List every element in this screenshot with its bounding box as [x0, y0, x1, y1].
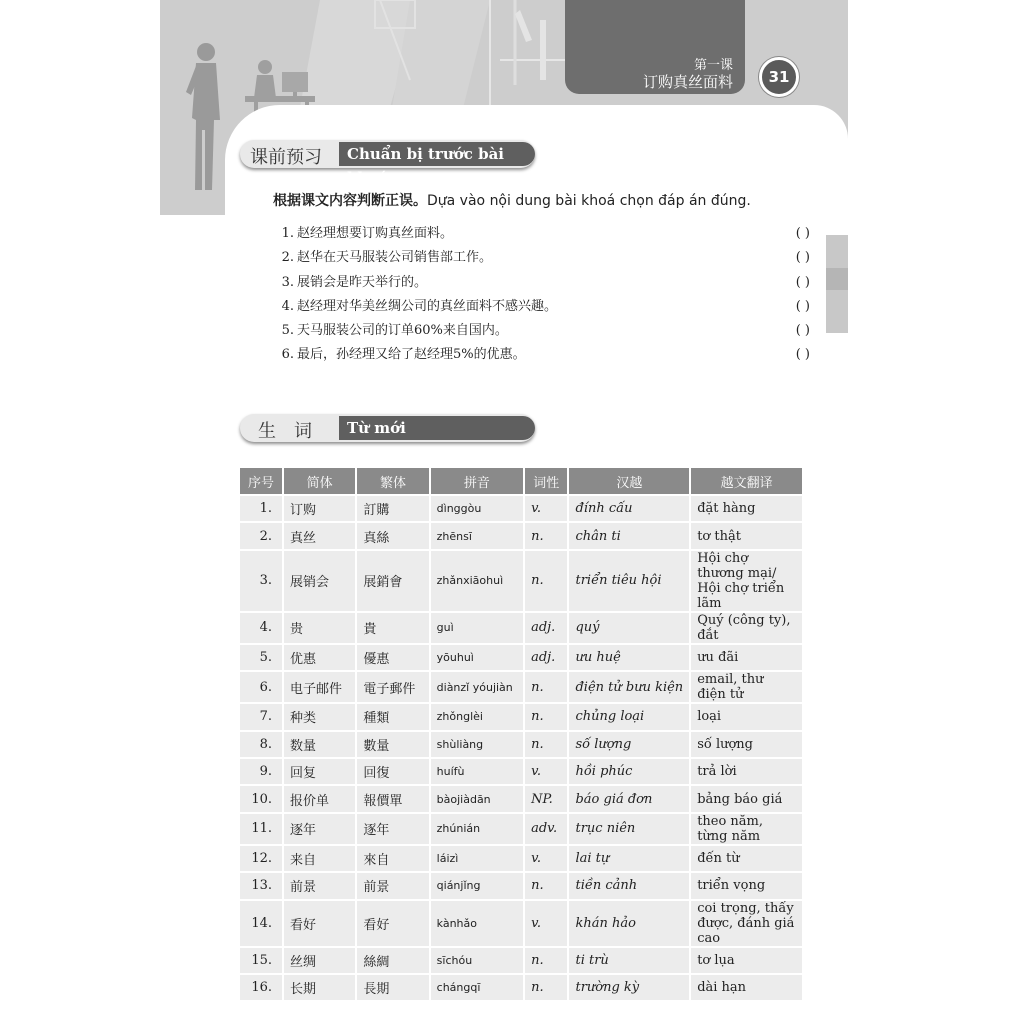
han-viet-reading: lai tự: [569, 844, 691, 871]
part-of-speech: n.: [525, 549, 569, 611]
traditional-word: 數量: [357, 730, 430, 757]
part-of-speech: n.: [525, 702, 569, 729]
part-of-speech: adj.: [525, 611, 569, 643]
vietnamese-meaning: theo năm, từng năm: [691, 812, 804, 844]
pinyin: dìnggòu: [431, 494, 525, 521]
pinyin: sīchóu: [431, 946, 525, 973]
question-item: 3. 展销会是昨天举行的。 ( ): [272, 271, 810, 295]
preview-title-vn: Chuẩn bị trước bài khoá: [339, 142, 535, 166]
row-number: 11.: [240, 812, 284, 844]
vietnamese-meaning: loại: [691, 702, 804, 729]
vietnamese-meaning: ưu đãi: [691, 643, 804, 670]
simplified-word: 回复: [284, 757, 357, 784]
simplified-word: 种类: [284, 702, 357, 729]
pinyin: kànhǎo: [431, 899, 525, 946]
row-number: 15.: [240, 946, 284, 973]
instruction-zh: 根据课文内容判断正误。: [273, 193, 427, 209]
part-of-speech: v.: [525, 757, 569, 784]
answer-blank[interactable]: ( ): [795, 226, 810, 241]
vietnamese-meaning: tơ lụa: [691, 946, 804, 973]
row-number: 7.: [240, 702, 284, 729]
question-text: 赵经理想要订购真丝面料。: [297, 226, 454, 241]
content-card: [225, 105, 848, 235]
vietnamese-meaning: dài hạn: [691, 973, 804, 1000]
row-number: 1.: [240, 494, 284, 521]
vietnamese-meaning: Hội chợ thương mại/ Hội chợ triển lãm: [691, 549, 804, 611]
traditional-word: 貴: [357, 611, 430, 643]
row-number: 4.: [240, 611, 284, 643]
traditional-word: 長期: [357, 973, 430, 1000]
vietnamese-meaning: đến từ: [691, 844, 804, 871]
traditional-word: 種類: [357, 702, 430, 729]
traditional-word: 訂購: [357, 494, 430, 521]
column-header: 拼音: [431, 468, 525, 494]
question-item: 5. 天马服装公司的订单60%来自国内。 ( ): [272, 319, 810, 343]
answer-blank[interactable]: ( ): [795, 250, 810, 266]
han-viet-reading: đính cấu: [569, 494, 691, 521]
preview-title-zh: 课前预习: [250, 147, 322, 168]
table-row: [240, 812, 804, 844]
traditional-word: 真絲: [357, 521, 430, 548]
question-text: 天马服装公司的订单60%来自国内。: [297, 323, 508, 339]
row-number: 8.: [240, 730, 284, 757]
column-header: 繁体: [357, 468, 430, 494]
vocabulary-title-vn: Từ mới: [339, 416, 535, 440]
row-number: 10.: [240, 784, 284, 811]
pinyin: zhǎnxiāohuì: [431, 549, 525, 611]
pinyin: guì: [431, 611, 525, 643]
question-text: 赵华在天马服装公司销售部工作。: [297, 250, 493, 266]
question-item: 1. 赵经理想要订购真丝面料。 ( ): [272, 222, 810, 246]
simplified-word: 前景: [284, 871, 357, 898]
part-of-speech: NP.: [525, 784, 569, 811]
vocabulary-table: [240, 468, 804, 1000]
preview-instruction: [273, 190, 751, 210]
part-of-speech: v.: [525, 844, 569, 871]
question-text: 展销会是昨天举行的。: [297, 274, 428, 290]
vietnamese-meaning: email, thư điện tử: [691, 670, 804, 702]
table-row: [240, 871, 804, 898]
table-row: [240, 784, 804, 811]
pinyin: qiánjǐng: [431, 871, 525, 898]
simplified-word: 逐年: [284, 812, 357, 844]
table-row: [240, 494, 804, 521]
lesson-tab: [565, 0, 745, 94]
traditional-word: 電子郵件: [357, 670, 430, 702]
pinyin: zhǒnglèi: [431, 702, 525, 729]
part-of-speech: n.: [525, 973, 569, 1000]
traditional-word: 優惠: [357, 643, 430, 670]
table-row: [240, 973, 804, 1000]
traditional-word: 報價單: [357, 784, 430, 811]
pinyin: zhúnián: [431, 812, 525, 844]
simplified-word: 贵: [284, 611, 357, 643]
pinyin: shùliàng: [431, 730, 525, 757]
lesson-number: 第一课: [693, 58, 733, 73]
question-text: 赵经理对华美丝绸公司的真丝面料不感兴趣。: [297, 298, 558, 314]
table-row: [240, 730, 804, 757]
table-row: [240, 643, 804, 670]
question-item: 2. 赵华在天马服装公司销售部工作。 ( ): [272, 246, 810, 270]
row-number: 9.: [240, 757, 284, 784]
traditional-word: 展銷會: [357, 549, 430, 611]
han-viet-reading: chủng loại: [569, 702, 691, 729]
instruction-vn: Dựa vào nội dung bài khoá chọn đáp án đúng.: [427, 193, 751, 209]
han-viet-reading: điện tử bưu kiện: [569, 670, 691, 702]
vocabulary-table-body: [240, 494, 804, 1000]
simplified-word: 优惠: [284, 643, 357, 670]
part-of-speech: n.: [525, 670, 569, 702]
traditional-word: 來自: [357, 844, 430, 871]
han-viet-reading: báo giá đơn: [569, 784, 691, 811]
simplified-word: 报价单: [284, 784, 357, 811]
table-row: [240, 702, 804, 729]
column-header: 序号: [240, 468, 284, 494]
part-of-speech: adv.: [525, 812, 569, 844]
pinyin: zhēnsī: [431, 521, 525, 548]
column-header: 词性: [525, 468, 569, 494]
vietnamese-meaning: bảng báo giá: [691, 784, 804, 811]
table-row: [240, 757, 804, 784]
question-item: 6. 最后，孙经理又给了赵经理5%的优惠。 ( ): [272, 343, 810, 367]
simplified-word: 长期: [284, 973, 357, 1000]
traditional-word: 絲綢: [357, 946, 430, 973]
row-number: 5.: [240, 643, 284, 670]
row-number: 6.: [240, 670, 284, 702]
han-viet-reading: ti trù: [569, 946, 691, 973]
part-of-speech: n.: [525, 946, 569, 973]
table-row: [240, 521, 804, 548]
vietnamese-meaning: trả lời: [691, 757, 804, 784]
simplified-word: 展销会: [284, 549, 357, 611]
han-viet-reading: số lượng: [569, 730, 691, 757]
pinyin: yōuhuì: [431, 643, 525, 670]
han-viet-reading: chân ti: [569, 521, 691, 548]
part-of-speech: adj.: [525, 643, 569, 670]
question-text: 最后，孙经理又给了赵经理5%的优惠。: [297, 347, 526, 363]
question-list: [272, 222, 810, 368]
simplified-word: 丝绸: [284, 946, 357, 973]
simplified-word: 真丝: [284, 521, 357, 548]
answer-blank[interactable]: ( ): [795, 323, 810, 339]
pinyin: huífù: [431, 757, 525, 784]
han-viet-reading: quý: [569, 611, 691, 643]
answer-blank[interactable]: ( ): [795, 298, 810, 314]
textbook-page: [160, 0, 848, 1024]
table-row: [240, 946, 804, 973]
simplified-word: 来自: [284, 844, 357, 871]
han-viet-reading: trục niên: [569, 812, 691, 844]
table-row: [240, 670, 804, 702]
row-number: 12.: [240, 844, 284, 871]
han-viet-reading: khán hảo: [569, 899, 691, 946]
pinyin: chángqī: [431, 973, 525, 1000]
vietnamese-meaning: tơ thật: [691, 521, 804, 548]
question-item: 4. 赵经理对华美丝绸公司的真丝面料不感兴趣。 ( ): [272, 295, 810, 319]
simplified-word: 订购: [284, 494, 357, 521]
table-header-row: [240, 468, 804, 494]
row-number: 13.: [240, 871, 284, 898]
vietnamese-meaning: số lượng: [691, 730, 804, 757]
pinyin: diànzǐ yóujiàn: [431, 670, 525, 702]
traditional-word: 看好: [357, 899, 430, 946]
simplified-word: 电子邮件: [284, 670, 357, 702]
preview-section-header: [240, 140, 535, 187]
page-edge-mark: [826, 268, 848, 290]
han-viet-reading: tiền cảnh: [569, 871, 691, 898]
vietnamese-meaning: coi trọng, thấy được, đánh giá cao: [691, 899, 804, 946]
han-viet-reading: ưu huệ: [569, 643, 691, 670]
han-viet-reading: trường kỳ: [569, 973, 691, 1000]
row-number: 3.: [240, 549, 284, 611]
vietnamese-meaning: triển vọng: [691, 871, 804, 898]
row-number: 14.: [240, 899, 284, 946]
lesson-title: 订购真丝面料: [642, 73, 733, 91]
han-viet-reading: triển tiêu hội: [569, 549, 691, 611]
answer-blank[interactable]: ( ): [795, 347, 810, 363]
pinyin: láizì: [431, 844, 525, 871]
pinyin: bàojiàdān: [431, 784, 525, 811]
han-viet-reading: hồi phúc: [569, 757, 691, 784]
column-header: 汉越: [569, 468, 691, 494]
traditional-word: 前景: [357, 871, 430, 898]
traditional-word: 逐年: [357, 812, 430, 844]
simplified-word: 看好: [284, 899, 357, 946]
answer-blank[interactable]: ( ): [795, 274, 810, 290]
row-number: 2.: [240, 521, 284, 548]
table-row: [240, 844, 804, 871]
table-row: [240, 611, 804, 643]
part-of-speech: n.: [525, 730, 569, 757]
page-number: 31: [759, 57, 799, 97]
part-of-speech: n.: [525, 871, 569, 898]
part-of-speech: v.: [525, 899, 569, 946]
simplified-word: 数量: [284, 730, 357, 757]
traditional-word: 回復: [357, 757, 430, 784]
column-header: 越文翻译: [691, 468, 804, 494]
vietnamese-meaning: Quý (công ty), đắt: [691, 611, 804, 643]
part-of-speech: n.: [525, 521, 569, 548]
vocabulary-section-header: [240, 414, 535, 442]
table-row: [240, 899, 804, 946]
column-header: 简体: [284, 468, 357, 494]
vocabulary-title-zh: 生 词: [258, 421, 312, 442]
row-number: 16.: [240, 973, 284, 1000]
vietnamese-meaning: đặt hàng: [691, 494, 804, 521]
table-row: [240, 549, 804, 611]
part-of-speech: v.: [525, 494, 569, 521]
